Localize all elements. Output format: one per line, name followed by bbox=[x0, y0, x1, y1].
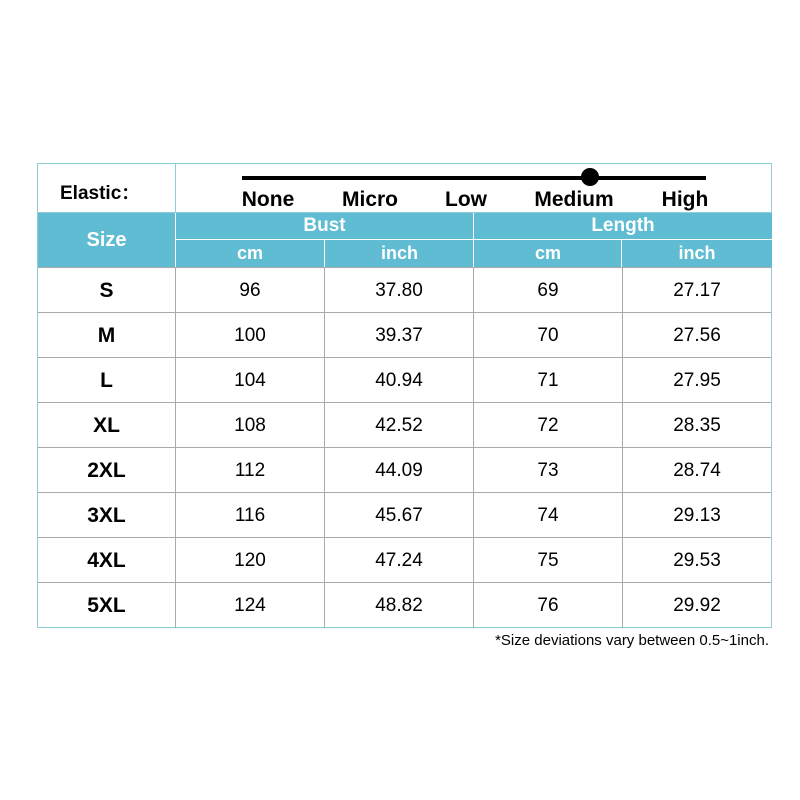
elastic-level-none: None bbox=[241, 188, 295, 211]
elastic-level-micro: Micro bbox=[341, 188, 399, 211]
elastic-level-high: High bbox=[661, 188, 709, 211]
size-cell: 5XL bbox=[87, 593, 126, 617]
length-inch-cell: 29.92 bbox=[622, 583, 771, 628]
header-bust-inch: inch bbox=[324, 240, 474, 267]
elastic-indicator-dot bbox=[581, 168, 599, 186]
size-cell: S bbox=[99, 278, 114, 302]
table-row bbox=[38, 267, 771, 313]
bust-inch-cell: 42.52 bbox=[324, 403, 473, 448]
table-row bbox=[38, 582, 771, 628]
length-cm-cell: 75 bbox=[473, 538, 622, 583]
length-inch-cell: 29.13 bbox=[622, 493, 771, 538]
bust-inch-cell: 37.80 bbox=[324, 268, 473, 313]
elastic-label: Elastic： bbox=[60, 183, 141, 204]
bust-inch-cell: 39.37 bbox=[324, 313, 473, 358]
size-cell: 4XL bbox=[87, 548, 126, 572]
bust-cm-cell: 100 bbox=[175, 313, 324, 358]
length-inch-cell: 27.17 bbox=[622, 268, 771, 313]
table-row bbox=[38, 402, 771, 448]
size-cell: XL bbox=[93, 413, 120, 437]
length-inch-cell: 29.53 bbox=[622, 538, 771, 583]
table-row bbox=[38, 312, 771, 358]
divider bbox=[175, 164, 176, 212]
header-length-inch: inch bbox=[621, 240, 772, 267]
elastic-row bbox=[38, 164, 771, 213]
size-cell: L bbox=[100, 368, 113, 392]
length-inch-cell: 28.74 bbox=[622, 448, 771, 493]
bust-inch-cell: 44.09 bbox=[324, 448, 473, 493]
bust-cm-cell: 112 bbox=[175, 448, 324, 493]
bust-cm-cell: 124 bbox=[175, 583, 324, 628]
bust-inch-cell: 47.24 bbox=[324, 538, 473, 583]
size-cell: 3XL bbox=[87, 503, 126, 527]
table-row bbox=[38, 492, 771, 538]
length-inch-cell: 27.56 bbox=[622, 313, 771, 358]
length-cm-cell: 76 bbox=[473, 583, 622, 628]
header-size: Size bbox=[38, 213, 176, 267]
bust-cm-cell: 120 bbox=[175, 538, 324, 583]
header-bust-cm: cm bbox=[176, 240, 324, 267]
header-bust: Bust bbox=[176, 213, 473, 240]
table-row bbox=[38, 357, 771, 403]
length-inch-cell: 27.95 bbox=[622, 358, 771, 403]
header-length-cm: cm bbox=[473, 240, 622, 267]
elastic-scale-line bbox=[242, 176, 706, 180]
bust-inch-cell: 40.94 bbox=[324, 358, 473, 403]
bust-cm-cell: 116 bbox=[175, 493, 324, 538]
header-length: Length bbox=[473, 213, 772, 240]
length-cm-cell: 72 bbox=[473, 403, 622, 448]
bust-cm-cell: 96 bbox=[175, 268, 324, 313]
length-inch-cell: 28.35 bbox=[622, 403, 771, 448]
footnote: *Size deviations vary between 0.5~1inch. bbox=[495, 632, 769, 649]
bust-cm-cell: 108 bbox=[175, 403, 324, 448]
length-cm-cell: 74 bbox=[473, 493, 622, 538]
size-cell: M bbox=[97, 323, 116, 347]
length-cm-cell: 71 bbox=[473, 358, 622, 403]
size-chart bbox=[37, 163, 772, 628]
length-cm-cell: 69 bbox=[473, 268, 622, 313]
size-cell: 2XL bbox=[87, 458, 126, 482]
elastic-level-low: Low bbox=[445, 188, 487, 211]
bust-cm-cell: 104 bbox=[175, 358, 324, 403]
bust-inch-cell: 48.82 bbox=[324, 583, 473, 628]
bust-inch-cell: 45.67 bbox=[324, 493, 473, 538]
elastic-level-medium: Medium bbox=[534, 188, 614, 211]
length-cm-cell: 73 bbox=[473, 448, 622, 493]
table-row bbox=[38, 537, 771, 583]
length-cm-cell: 70 bbox=[473, 313, 622, 358]
table-row bbox=[38, 447, 771, 493]
